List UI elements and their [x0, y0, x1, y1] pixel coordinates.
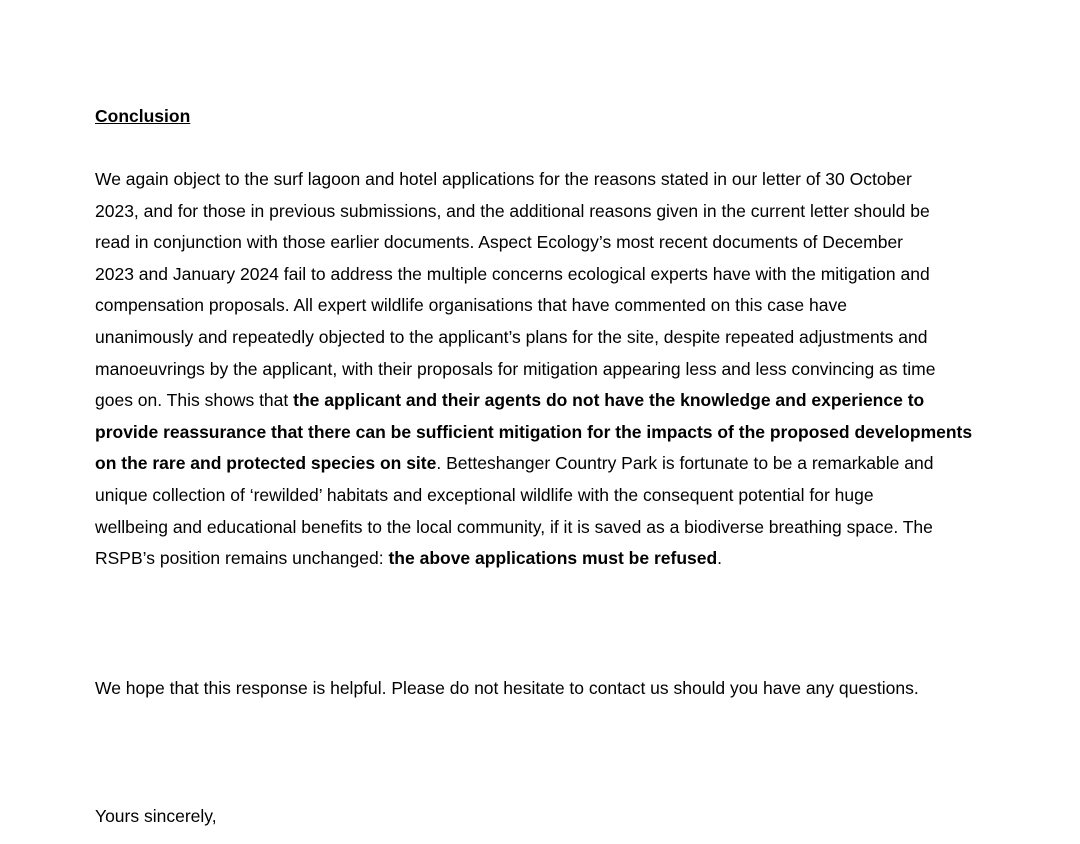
paragraph-line: unique collection of ‘rewilded’ habitats and exceptional wildlife with the consequent potential for huge	[95, 484, 874, 505]
paragraph-line	[95, 543, 985, 575]
paragraph-line: We again object to the surf lagoon and hotel applications for the reasons stated in our letter of 30 October	[95, 169, 912, 189]
signoff-text: Yours sincerely,	[95, 806, 217, 826]
paragraph-line: manoeuvrings by the applicant, with their proposals for mitigation appearing less and less convincing as time	[95, 358, 936, 379]
emphasis-text: the applicant and their agents do not have the knowledge and experience to	[293, 390, 925, 411]
paragraph-line: read in conjunction with those earlier documents. Aspect Ecology’s most recent documents of December	[95, 232, 904, 253]
emphasis-text: provide reassurance that there can be sufficient mitigation for the impacts of the proposed developments	[95, 421, 973, 442]
signoff	[95, 801, 985, 833]
paragraph-line: We hope that this response is helpful. Please do not hesitate to contact us should you have any questions.	[95, 678, 919, 698]
paragraph-line: wellbeing and educational benefits to the local community, if it is saved as a biodiverse breathing space. The	[95, 516, 933, 537]
paragraph-text: RSPB’s position remains unchanged:	[95, 548, 389, 569]
emphasis-text: the above applications must be refused	[388, 548, 718, 569]
paragraph-line	[95, 417, 985, 449]
paragraph-line: 2023, and for those in previous submissions, and the additional reasons given in the current letter should be	[95, 200, 930, 221]
emphasis-text: on the rare and protected species on site	[95, 453, 437, 474]
paragraph-line: unanimously and repeatedly objected to the applicant’s plans for the site, despite repeated adjustments and	[95, 326, 928, 347]
paragraph-text: .	[717, 548, 723, 569]
paragraph-line: compensation proposals. All expert wildlife organisations that have commented on this case have	[95, 295, 847, 316]
paragraph-text: . Betteshanger Country Park is fortunate to be a remarkable and	[436, 453, 934, 474]
paragraph-line	[95, 385, 985, 417]
section-heading: Conclusion	[95, 106, 191, 126]
paragraph-text: goes on. This shows that	[95, 390, 294, 411]
conclusion-paragraph	[95, 164, 985, 575]
paragraph-line: 2023 and January 2024 fail to address the multiple concerns ecological experts have with the mitigation and	[95, 263, 930, 284]
closing-paragraph	[95, 673, 985, 705]
paragraph-line	[95, 448, 985, 480]
